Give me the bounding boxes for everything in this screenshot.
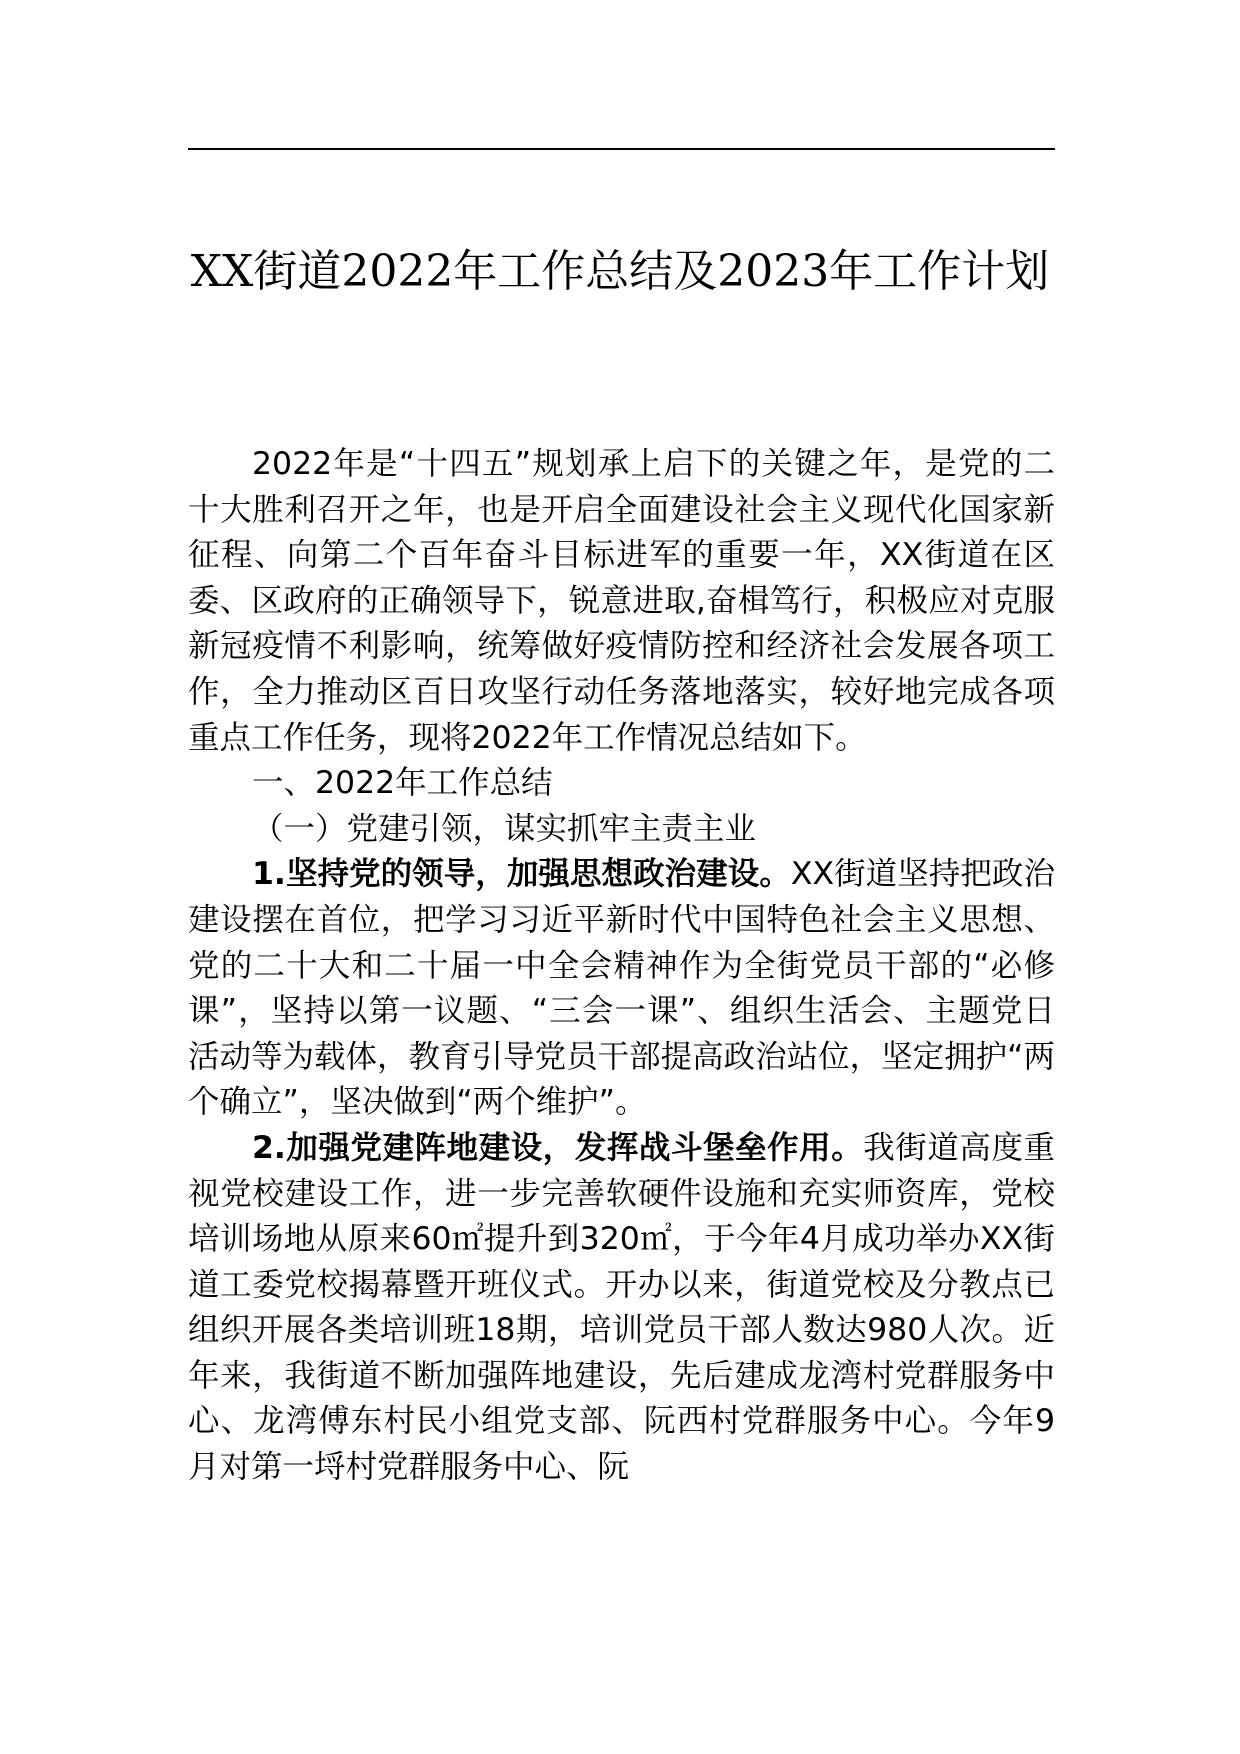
item-text-1: XX街道坚持把政治建设摆在首位，把学习习近平新时代中国特色社会主义思想、党的二十大和二十届一中全会精神作为全街党员干部的“必修课”，坚持以第一议题、“三会一课”、组织生活会、主题党日活动等为载体，教育引导党员干部提高政治站位，坚定拥护“两个确立”，坚决做到“两个维护”。 — [188, 856, 1055, 1121]
intro-paragraph: 2022年是“十四五”规划承上启下的关键之年，是党的二十大胜利召开之年，也是开启全面建设社会主义现代化国家新征程、向第二个百年奋斗目标进军的重要一年，XX街道在区委、区政府的正确领导下，锐意进取,奋楫笃行，积极应对克服新冠疫情不利影响，统筹做好疫情防控和经济社会发展各项工作，全力推动区百日攻坚行动任务落地落实，较好地完成各项重点工作任务，现将2022年工作情况总结如下。 — [188, 446, 1055, 756]
item-text-2: 我街道高度重视党校建设工作，进一步完善软硬件设施和充实师资库，党校培训场地从原来60㎡提升到320㎡，于今年4月成功举办XX街道工委党校揭幕暨开班仪式。开办以来，街道党校及分教点已组织开展各类培训班18期，培训党员干部人数达980人次。近年来，我街道不断加强阵地建设，先后建成龙湾村党群服务中心、龙湾傅东村民小组党支部、阮西村党群服务中心。今年9月对第一埒村党群服务中心、阮 — [188, 1129, 1055, 1486]
document-body — [188, 442, 1055, 1491]
item-paragraph-1 — [188, 852, 1055, 1126]
section-heading: 一、2022年工作总结 — [252, 765, 553, 802]
document-title: XX街道2022年工作总结及2023年工作计划 — [190, 246, 1050, 297]
item-lead-2: 2.加强党建阵地建设，发挥战斗堡垒作用。 — [252, 1129, 864, 1166]
item-lead-1: 1.坚持党的领导，加强思想政治建设。 — [252, 856, 791, 893]
subsection-heading: （一）党建引领，谋实抓牢主责主业 — [252, 810, 757, 847]
header-rule — [188, 148, 1055, 150]
item-paragraph-2 — [188, 1126, 1055, 1491]
